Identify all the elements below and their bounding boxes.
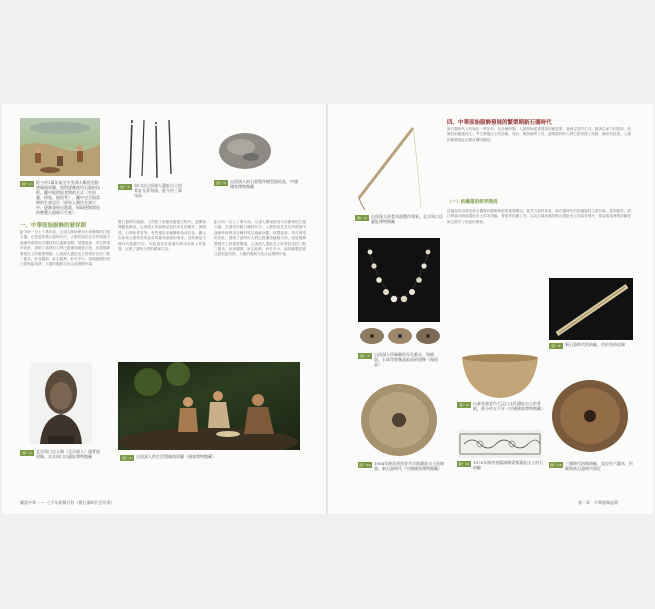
- figure-tag: 圖一-8: [549, 343, 563, 349]
- body-text: 距今約一百七十萬年前，元謀人開始使用火和簡單的打製石器。在漫長的舊石器時代中，人類的祖先在自然環境中逐漸學會利用各種材料以遮蔽身體，抵禦風寒。考古發現的骨針，證明了當時的人們已經懂得縫製衣物，這是服飾發展史上的重要開端。山頂洞人遺址出土的骨針長約八點二釐米，針身圓滑，針尖銳利，針孔窄小，說明縫製技術已經相當成熟，人類的服飾文化由此揭開序幕。: [20, 230, 110, 267]
- photo-bone-comb: [549, 278, 633, 340]
- figure-caption: 1964年陝西省西安市半坡遺址出土的陶器，新石器時代（中國國家博物館藏）: [374, 461, 445, 471]
- photo-spindle-whorls: [358, 325, 442, 347]
- figure-tag: 圖一-2: [118, 184, 132, 190]
- body-text: 舊石器時代晚期，人們除了用獸皮縫製衣物外，還開始佩戴裝飾品。山頂洞人的裝飾品包括穿孔的獸牙、海蚶殼、石珠和骨管等，有些還用赤鐵礦粉染成紅色，顯示出原始人類對美的追求與審美意識的萌芽。這些飾品不僅具有裝飾作用，可能還具有某種宗教或巫術上的意義，反映了當時人們的精神生活。: [118, 220, 206, 252]
- photo-pottery-whorl: [549, 376, 631, 456]
- figure-caption: 三國時代的陶紡輪，直徑約六釐米，形制與新石器時代相近: [565, 461, 633, 471]
- figure-caption: 1976年陝西省臨潼縣姜寨遺址出土的石紡輪: [473, 460, 544, 470]
- photo-bone-tool: [355, 118, 435, 212]
- photo-diorama-scene: [118, 362, 300, 450]
- figure-caption: 山頂洞人的生活想像復原圖（國家博物館藏）: [136, 454, 216, 459]
- photo-bone-needles: [120, 118, 180, 180]
- illustration-prehistoric-humans: [20, 118, 100, 176]
- figure-caption: 山東省泰安市大汶口文化遺址出土的骨梳，距今約五千年（中國國家博物館藏）: [473, 401, 545, 411]
- figure-caption: 山頂洞人所佩戴的穿孔獸牙、海蚶殼、石珠等裝飾品組成的項飾（復原品）: [374, 352, 438, 367]
- subsection-heading: （一）紡織業的萌芽階段: [447, 200, 498, 205]
- figure-caption: 新石器時代的紡輪，用於紡紗捻線: [565, 342, 625, 347]
- body-text: 距今約一百七十萬年前，元謀人開始使用火和簡單的打製石器。在漫長的舊石器時代中，人類的祖先在自然環境中逐漸學會利用各種材料以遮蔽身體，抵禦風寒。考古發現的骨針，證明了當時的人們已經懂得縫製衣物，這是服飾發展史上的重要開端。山頂洞人遺址出土的骨針長約八點二釐米，針身圓滑，針尖銳利，針孔窄小，說明縫製技術已經相當成熟，人類的服飾文化由此揭開序幕。: [214, 220, 306, 257]
- page-footer: 第一章 中華服飾起源: [578, 500, 618, 505]
- figure-tag: 圖一-4: [20, 450, 34, 456]
- figure-tag: 圖一-3: [214, 180, 228, 186]
- photo-pottery-bowl: [458, 352, 542, 400]
- figure-caption: 周口店山頂洞人遺址出土的骨針及骨角器，距今約三萬年前: [134, 183, 182, 198]
- photo-jade-pattern: [458, 430, 542, 458]
- figure-caption: 距今約1萬年前至中美洲人類的活動想像復原圖，他們逐漸使用石器的技術。圖中他們取食物的方式（有狩獵、採集、捕魚等），圖中也呈現當時的生產居住（原始人類住在洞穴中，逐漸發展出農業，採取後期開始的磨製石器進行生產）: [36, 180, 100, 215]
- figure-tag: 圖一-14: [550, 463, 562, 467]
- figure-caption: 北京周口店人類（北京猿人）頭骨復原像，北京周口店遺址博物館藏: [36, 449, 100, 459]
- figure-tag: 圖一-1: [20, 181, 34, 187]
- section-heading: 一、中華原始服飾的發祥期: [20, 223, 87, 229]
- figure-tag: 圖一-10: [359, 463, 371, 467]
- body-text: 新石器時代大約始於一萬年前，在這個時期，人類開始從事農業和畜牧業，過著定居的生活。隨著生產力的提高，紡織技術應運而生。考古發掘出土的紡輪、骨針、陶紡輪等工具，證明當時的人們已經掌握了紡線、織布的技術，人類的服飾從此由獸皮轉向織物。: [447, 127, 631, 142]
- figure-tag: 圖一-7: [358, 353, 372, 359]
- figure-tag: 圖一-9: [457, 402, 471, 408]
- figure-caption: 山頂洞人的石器製作模型復原品，中國國家博物館藏: [230, 179, 298, 189]
- photo-bust: [30, 362, 92, 444]
- figure-tag: 圖一-11: [458, 462, 470, 466]
- figure-tag: 圖一-5: [120, 455, 134, 461]
- page-footer: 圖說中華一 — 七千年服飾百科（舊石器時代至明清）: [20, 500, 115, 505]
- photo-stone-disc: [358, 380, 440, 460]
- photo-stone-tool: [215, 125, 275, 175]
- figure-caption: 山頂洞人的骨角器製作場景，北京周口店遺址博物館藏: [371, 214, 443, 224]
- section-heading: 四、中華原始服飾發展的繁榮期新石器時代: [447, 120, 552, 126]
- figure-tag: 圖一-6: [355, 215, 369, 221]
- body-text: 紡織品的出現是新石器時代服飾發展的重要標誌。從考古資料來看，新石器時代的紡織原料主要有麻、葛和絲等。浙江餘姚河姆渡遺址出土的木紡輪、骨梭等紡織工具，以及江蘇吳縣草鞋山遺址出土的葛布殘片，都說明當時的紡織技術已經有了相當的發展。: [447, 209, 631, 224]
- photo-bead-necklace: [358, 238, 440, 322]
